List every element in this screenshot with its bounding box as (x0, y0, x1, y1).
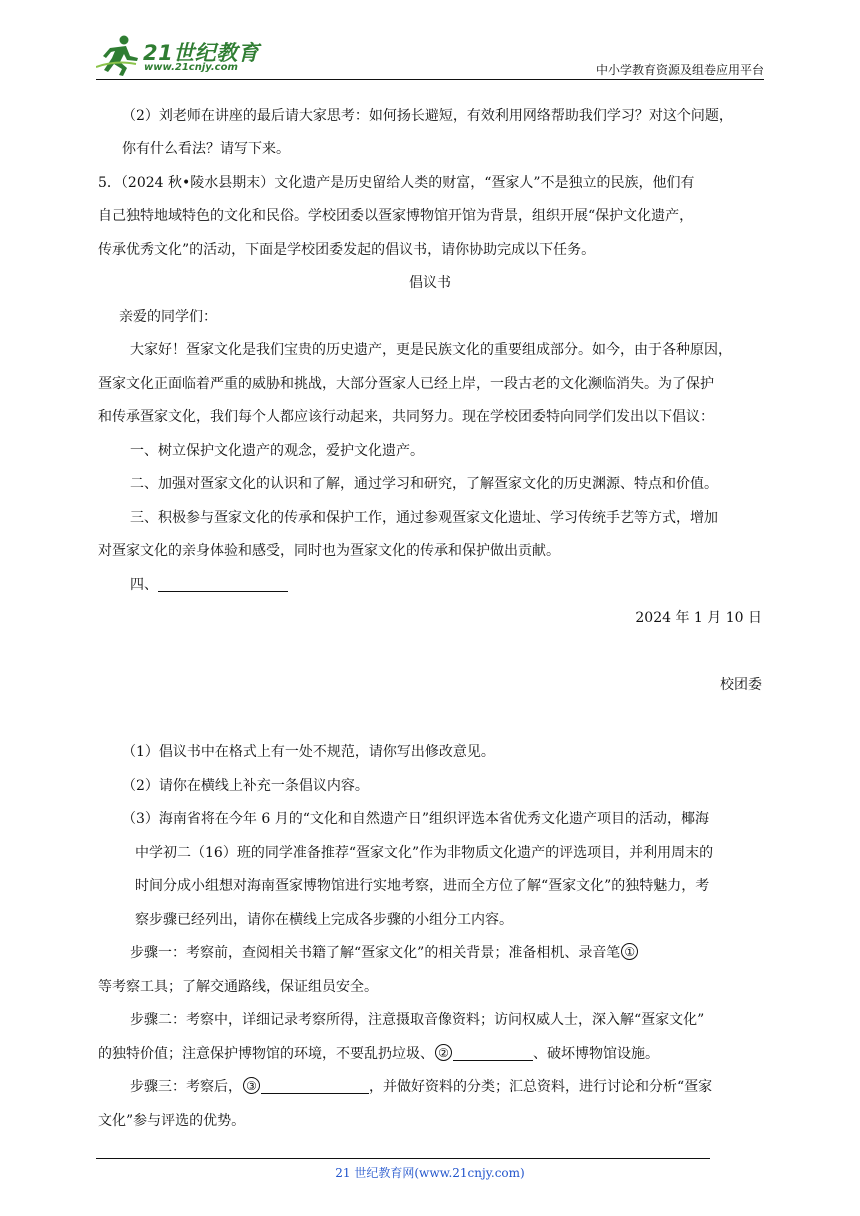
letter-date: 2024 年 1 月 10 日 (635, 610, 762, 626)
step-2-text: 的独特价值；注意保护博物馆的环境，不要乱扔垃圾、 (98, 1046, 434, 1062)
sub-question-3-line-4: 察步骤已经列出，请你在横线上完成各步骤的小组分工内容。 (135, 912, 513, 928)
sub-question-3-line-1: （3）海南省将在今年 6 月的“文化和自然遗产日”组织评选本省优秀文化遗产项目的活动，椰海 (122, 811, 710, 827)
step-1-text: 步骤一：考察前，查阅相关书籍了解“疍家文化”的相关背景；准备相机、录音笔 (130, 945, 621, 961)
step-3-line-2: 文化”参与评选的优势。 (98, 1113, 246, 1129)
letter-title: 倡议书 (409, 275, 451, 291)
blank-marker-3: ③ (243, 1077, 260, 1094)
site-logo (96, 34, 261, 78)
step-2-text-end: 、破坏博物馆设施。 (533, 1046, 659, 1062)
page-header (96, 34, 764, 80)
step-3-text: 步骤三：考察后， (130, 1079, 242, 1095)
header-platform-name: 中小学教育资源及组卷应用平台 (595, 63, 764, 77)
step-1-line-2: 等考察工具；了解交通路线，保证组员安全。 (98, 979, 378, 995)
letter-item-3-line-1: 三、积极参与疍家文化的传承和保护工作，通过参观疍家文化遗址、学习传统手艺等方式，增加 (130, 510, 718, 526)
logo-url: www.21cnjy.com (144, 62, 238, 73)
blank-marker-1: ① (621, 943, 638, 960)
runner-logo-icon (96, 34, 142, 78)
letter-item-2: 二、加强对疍家文化的认识和了解，通过学习和研究，了解疍家文化的历史渊源、特点和价值。 (130, 476, 718, 492)
letter-item-4-blank[interactable] (158, 577, 288, 592)
letter-paragraph-line-3: 和传承疍家文化，我们每个人都应该行动起来，共同努力。现在学校团委特向同学们发出以下倡议： (98, 409, 714, 425)
step-3-blank[interactable] (261, 1079, 369, 1094)
step-3-text-end: ，并做好资料的分类；汇总资料，进行讨论和分析“疍家 (369, 1079, 713, 1095)
q5-line-3: 传承优秀文化”的活动，下面是学校团委发起的倡议书，请你协助完成以下任务。 (98, 242, 596, 258)
step-1-line-1 (130, 943, 639, 963)
sub-question-1: （1）倡议书中在格式上有一处不规范，请你写出修改意见。 (122, 744, 495, 760)
letter-signature: 校团委 (720, 677, 762, 693)
q5-line-1: 5．（2024 秋•陵水县期末）文化遗产是历史留给人类的财富，“疍家人”不是独立的民族，他们有 (98, 175, 695, 191)
sub-question-3-line-3: 时间分成小组想对海南疍家博物馆进行实地考察，进而全方位了解“疍家文化”的独特魅力，考 (135, 878, 710, 894)
sub-question-3-line-2: 中学初二（16）班的同学准备推荐“疍家文化”作为非物质文化遗产的评选项目，并利用周末的 (135, 845, 714, 861)
blank-marker-2: ② (435, 1044, 452, 1061)
step-3-line-1 (130, 1077, 712, 1097)
letter-paragraph-line-2: 疍家文化正面临着严重的威胁和挑战，大部分疍家人已经上岸，一段古老的文化濒临消失。为了保护 (98, 376, 714, 392)
sub-question-2: （2）请你在横线上补充一条倡议内容。 (122, 778, 369, 794)
footer-divider (96, 1158, 710, 1159)
letter-item-4-label: 四、 (130, 577, 158, 593)
letter-item-1: 一、树立保护文化遗产的观念，爱护文化遗产。 (130, 443, 424, 459)
footer-link[interactable]: 21 世纪教育网(www.21cnjy.com) (335, 1166, 525, 1180)
q5-line-2: 自己独特地域特色的文化和民俗。学校团委以疍家博物馆开馆为背景，组织开展“保护文化遗产， (98, 208, 694, 224)
letter-greeting: 亲爱的同学们： (119, 309, 217, 325)
header-divider (96, 79, 764, 80)
q4-2-line-2: 你有什么看法？请写下来。 (122, 141, 290, 157)
q4-2-line-1: （2）刘老师在讲座的最后请大家思考：如何扬长避短，有效利用网络帮助我们学习？对这个问题， (122, 108, 733, 124)
letter-paragraph-line-1: 大家好！疍家文化是我们宝贵的历史遗产，更是民族文化的重要组成部分。如今，由于各种原因， (130, 342, 732, 358)
step-2-line-2 (98, 1044, 659, 1064)
letter-item-3-line-2: 对疍家文化的亲身体验和感受，同时也为疍家文化的传承和保护做出贡献。 (98, 543, 560, 559)
step-2-blank[interactable] (453, 1046, 533, 1061)
letter-item-4 (130, 575, 288, 595)
step-2-line-1: 步骤二：考察中，详细记录考察所得，注意摄取音像资料；访问权威人士，深入解“疍家文化” (130, 1012, 705, 1028)
logo-text: 21世纪教育 (143, 41, 260, 65)
